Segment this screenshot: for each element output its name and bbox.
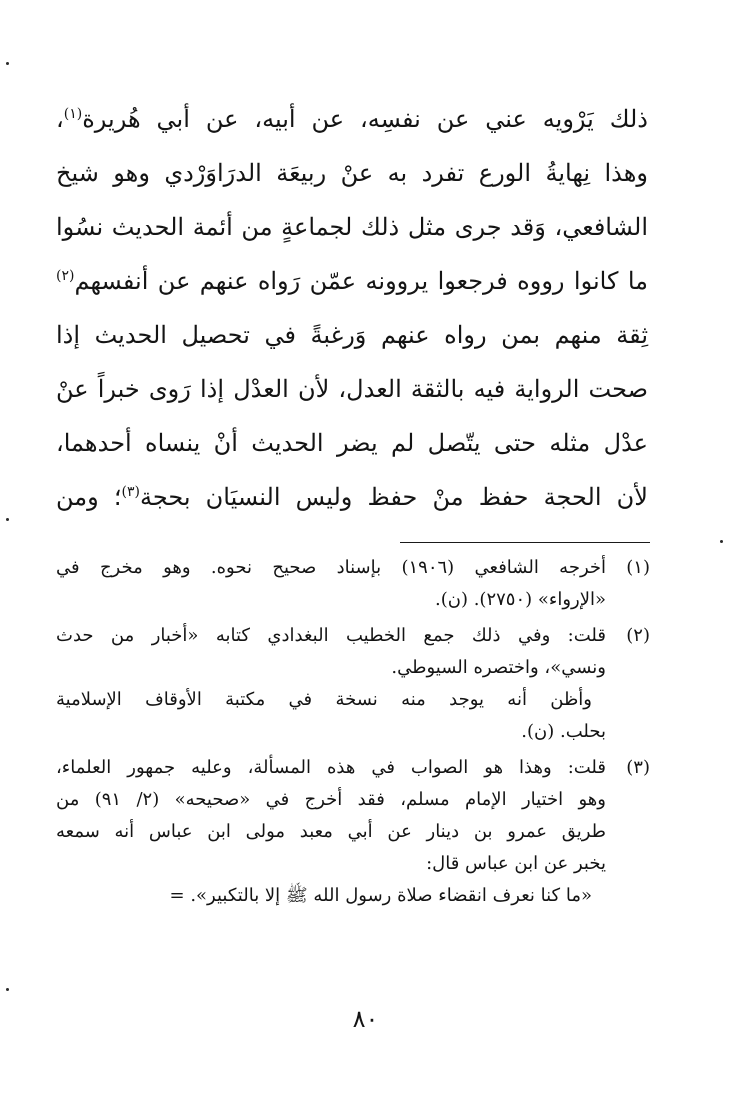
footnote-line: بحلب. (ن). [521,721,606,742]
line-text: ذلك يَرْويه عني عن نفسِه، عن أبيه، عن أبي هُريرة [82,105,648,133]
page-number: ٨٠ [352,1005,379,1033]
footnote-line: طريق عمرو بن دينار عن أبي معبد مولى ابن عباس أنه سمعه [56,821,606,842]
footnote-line: يخبر عن ابن عباس قال: [426,853,606,874]
scan-speck [720,540,723,543]
main-text-line [56,470,648,524]
footnote-marker[interactable]: (٣) [121,484,140,500]
scan-speck [6,518,9,521]
footnote-number: (٣) [626,757,650,778]
line-text: عدْل مثله حتى يتّصل لم يضر الحديث أنْ ينساه أحدهما، [56,429,648,457]
footnote-marker[interactable]: (١) [63,106,83,122]
footnote-line: «الإرواء» (٢٧٥٠). (ن). [434,589,606,610]
main-text-line [56,362,648,416]
footnote-line: «ما كنا نعرف انقضاء صلاة رسول الله ﷺ إلا بالتكبير». = [169,885,592,906]
line-text-tail: ؛ ومن [56,483,122,511]
footnote-marker[interactable]: (٢) [56,268,75,284]
footnotes-block [56,552,650,912]
footnote-line: قلت: وفي ذلك جمع الخطيب البغدادي كتابه «أخبار من حدث [56,625,606,646]
footnote-number: (١) [626,557,650,578]
line-text: ثِقة منهم بمن رواه عنهم وَرغبةً في تحصيل الحديث إذا [56,321,648,349]
line-text: لأن الحجة حفظ منْ حفظ وليس النسيَان بحجة [139,483,648,511]
main-text-line [56,254,648,308]
footnote-line: أخرجه الشافعي (١٩٠٦) بإسناد صحيح نحوه. وهو مخرج في [56,557,607,578]
line-text: صحت الرواية فيه بالثقة العدل، لأن العدْل إذا رَوى خبراً عنْ [56,375,648,403]
line-text: الشافعي، وَقد جرى مثل ذلك لجماعةٍ من أئمة الحديث نسُوا [56,213,648,241]
line-text-tail: ، [56,105,64,133]
footnote-separator [400,542,650,543]
main-text-block [56,92,648,524]
main-text-line [56,92,648,146]
main-text-line [56,416,648,470]
footnote-line: وهو اختيار الإمام مسلم، فقد أخرج في «صحيحه» (٢/ ٩١) من [56,789,606,810]
line-text: وهذا نِهايةُ الورع تفرد به عنْ ربيعَة الدرَاوَرْدي وهو شيخ [56,159,648,187]
line-text: ما كانوا رووه فرجعوا يروونه عمّن رَواه عنهم عن أنفسهم [74,267,648,295]
footnote-number: (٢) [626,625,650,646]
footnote-2 [56,620,650,748]
footnote-body [56,620,606,748]
footnote-line: وأظن أنه يوجد منه نسخة في مكتبة الأوقاف الإسلامية [56,689,592,710]
footnote-line: ونسي»، واختصره السيوطي. [391,657,606,678]
main-text-line [56,200,648,254]
scan-speck [6,62,9,65]
footnote-body [56,752,606,912]
footnote-1 [56,552,650,616]
footnote-3 [56,752,650,912]
main-text-line [56,146,648,200]
main-text-line [56,308,648,362]
scan-speck [6,988,9,991]
footnote-line: قلت: وهذا هو الصواب في هذه المسألة، وعليه جمهور العلماء، [56,757,606,778]
footnote-body [56,552,606,616]
